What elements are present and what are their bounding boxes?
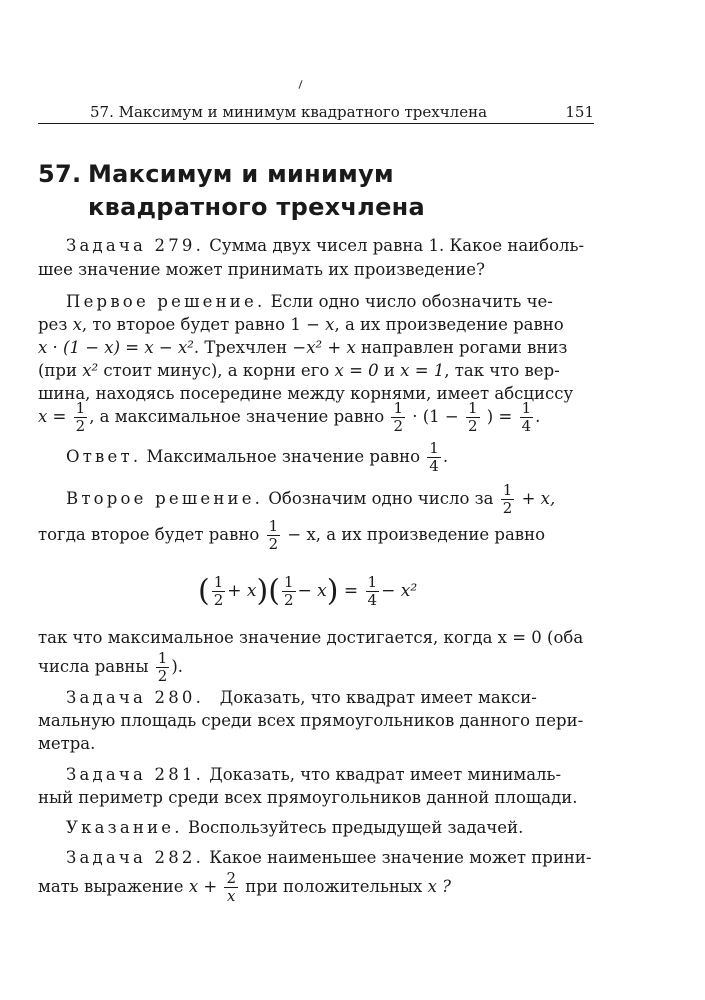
fraction: $\frac{1}{2}$ [268,517,279,553]
solution-text: тогда второе будет равно [38,525,260,544]
solution-text: и [383,361,395,380]
fraction: $\frac{1}{2}$ [502,481,513,517]
book-page: 57. Максимум и минимум квадратного трехчлена 151 57. Максимум и минимум квадратного трехчлена Задача 279. Сумма двух чисел равна 1. Какое наиболь- шее значение может принимать их произведение? Первое решение. Если одно число обозначить че- рез x, то второе будет равно 1 − x, а их произведение равно x · (1 − x) = x − x². Трехчлен −x² + x направлен рогами вниз (при x² стоит минус), а корни его x = 0 и x = 1, так что вер- шина, находясь посередине между корнями, имеет абсциссу x = $\frac{1}{2}$ , а максимальное значение равно $\frac{1}{2}$ · (1 − $\frac{1}{2}$ ) = $\frac{1}{4}$ . Ответ. Максимальное значение равно $\frac{1}{4}$ . Второе решение. Обозначим одно число за $\frac{1}{2}$ + x, тогда второе будет равно $\frac{1}{2}$ − x, а их произведение равно ( $\frac{1}{2}$ + x)( $\frac{1}{2}$ − x) = $\frac{1}{4}$ − x² так что максимальное значение достигается, когда x = 0 (оба числа равны $\frac{1}{2}$ ). Задача 280. Доказать, что квадрат имеет макси- мальную площадь среди всех прямоугольников данного пери- метра. Задача 281. Доказать, что квадрат имеет минималь- ный периметр среди всех прямоугольников данной площади. Указание. Воспользуйтесь предыдущей задачей. Задача 282. Какое наименьшее значение может прини- мать выражение x + $\frac{2}{x}$ при положительных x ? [0,0,705,1000]
scan-mark [298,80,302,89]
math-expr: −x² + x [292,338,356,357]
section-heading [38,158,425,224]
section-title-line2: квадратного трехчлена [88,193,426,221]
solution-text: так что максимальное значение достигается, когда x = 0 (оба [38,628,584,647]
problem-text: Доказать, что квадрат имеет минималь- [209,765,562,784]
solution-text: , так что вер- [444,361,560,380]
solution-text: − x, а их произведение равно [287,525,546,544]
hint-text: Воспользуйтесь предыдущей задачей. [187,818,524,837]
problem-text: Сумма двух чисел равна 1. Какое наиболь- [209,236,585,255]
fraction: $\frac{1}{4}$ [429,439,439,475]
math-var: x [72,315,82,334]
math-expr: x = [38,407,67,426]
math-expr: ) = [486,407,513,426]
running-head-title: 57. Максимум и минимум квадратного трехчлена [90,103,488,121]
solution-text: Если одно число обозначить че- [270,292,553,311]
problem-text: Доказать, что квадрат имеет макси- [219,688,537,707]
display-equation: ( $\frac{1}{2}$ + x)( $\frac{1}{2}$ − x) = $\frac{1}{4}$ − x² [198,573,418,609]
section-title-line1: Максимум и минимум [88,160,394,188]
solution-label: Второе решение. [66,489,264,508]
solution-text: , а максимальное значение равно [89,407,385,426]
page-number: 151 [565,103,594,121]
problem-text: ный периметр среди всех прямоугольников данной площади. [38,788,578,807]
math-expr: x + [188,877,218,896]
math-expr: x = 0 [334,361,379,380]
fraction: $\frac{2}{x}$ [226,869,236,905]
solution-text: Обозначим одно число за [268,489,494,508]
section-number: 57. [38,160,82,188]
problem-text: метра. [38,734,96,753]
problem-text: мать выражение [38,877,184,896]
problem-label: Задача 281. [66,765,205,784]
solution-text: (при [38,361,77,380]
problem-label: Задача 282. [66,848,205,867]
solution-text: . Трехчлен [193,338,288,357]
fraction: $\frac{1}{2}$ [157,649,168,685]
solution-text: шина, находясь посередине между корнями, имеет абсциссу [38,384,574,403]
solution-text: числа равны [38,657,149,676]
math-var: x [325,315,335,334]
problem-text: при положительных [245,877,423,896]
problem-label: Задача 279. [66,236,205,255]
problem-label: Задача 280. [66,688,205,707]
fraction: $\frac{1}{2}$ [468,399,478,435]
answer-text: Максимальное значение равно [146,447,421,466]
running-head [38,103,594,124]
problem-text: мальную площадь среди всех прямоугольников данного пери- [38,711,584,730]
solution-text: рез [38,315,68,334]
hint-label: Указание. [66,818,183,837]
solution-text: стоит минус), а корни его [103,361,330,380]
fraction: $\frac{1}{2}$ [75,399,86,435]
math-expr: · (1 − [412,407,459,426]
solution-text: , то второе будет равно 1 − [81,315,320,334]
fraction: $\frac{1}{4}$ [521,399,532,435]
answer-label: Ответ. [66,447,142,466]
fraction: $\frac{1}{2}$ [393,399,403,435]
math-expr: x = 1 [400,361,445,380]
solution-text: , а их произведение равно [334,315,564,334]
problem-text: Какое наименьшее значение может прини- [209,848,592,867]
math-expr: x ? [427,877,452,896]
problem-text: шее значение может принимать их произведение? [38,260,485,279]
math-expr: + x, [521,489,556,508]
solution-label: Первое решение. [66,292,266,311]
solution-text: направлен рогами вниз [361,338,568,357]
math-expr: x · (1 − x) = x − x² [38,338,194,357]
